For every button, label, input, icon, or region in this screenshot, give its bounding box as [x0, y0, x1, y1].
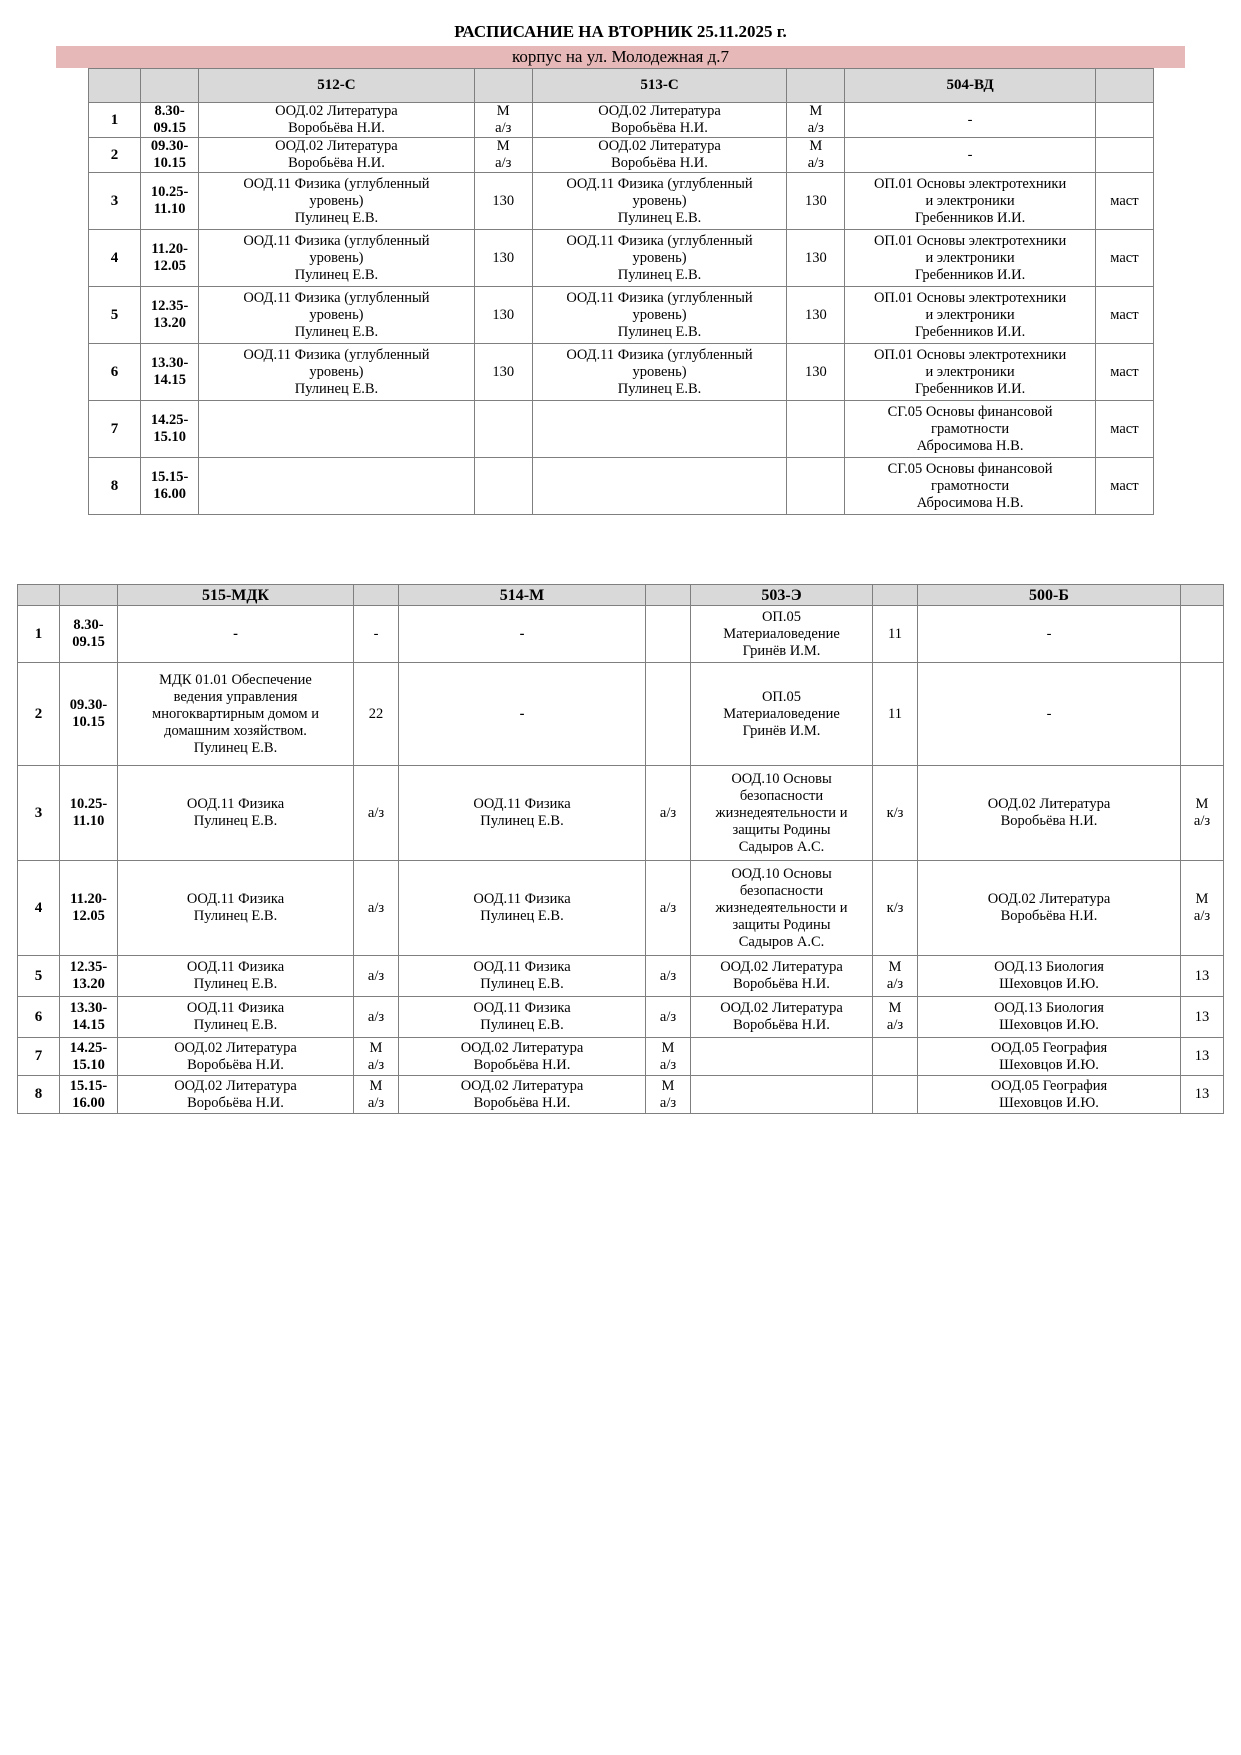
lesson-time: 8.30- 09.15: [60, 606, 118, 663]
lesson-time: 14.25- 15.10: [141, 401, 199, 458]
room-cell: а/з: [354, 766, 399, 861]
room-cell: [1181, 663, 1224, 766]
room-cell: маст: [1095, 344, 1153, 401]
subject-cell: ООД.05 География Шеховцов И.Ю.: [918, 1038, 1181, 1076]
subject-cell: МДК 01.01 Обеспечение ведения управления многоквартирным домом и домашним хозяйством. Пулинец Е.В.: [118, 663, 354, 766]
table-row: [18, 1076, 1224, 1114]
room-cell: [873, 1076, 918, 1114]
subject-cell: -: [399, 663, 646, 766]
lesson-time: 15.15- 16.00: [60, 1076, 118, 1114]
header-num: [18, 585, 60, 606]
room-cell: 130: [787, 230, 845, 287]
lesson-number: 5: [18, 956, 60, 997]
room-cell: а/з: [646, 997, 691, 1038]
subject-cell: -: [918, 606, 1181, 663]
lesson-time: 8.30- 09.15: [141, 103, 199, 138]
subject-cell: ООД.11 Физика Пулинец Е.В.: [118, 956, 354, 997]
room-cell: М а/з: [873, 956, 918, 997]
table-row: [89, 401, 1154, 458]
subject-cell: ООД.10 Основы безопасности жизнедеятельности и защиты Родины Садыров А.С.: [691, 766, 873, 861]
lesson-number: 1: [18, 606, 60, 663]
room-cell: 11: [873, 663, 918, 766]
room-cell: [646, 663, 691, 766]
room-cell: М а/з: [474, 103, 532, 138]
room-cell: к/з: [873, 861, 918, 956]
room-cell: 11: [873, 606, 918, 663]
room-cell: 22: [354, 663, 399, 766]
lesson-number: 1: [89, 103, 141, 138]
subject-cell: ОП.01 Основы электротехники и электроники Гребенников И.И.: [845, 344, 1095, 401]
room-cell: 13: [1181, 1038, 1224, 1076]
subject-cell: ООД.10 Основы безопасности жизнедеятельности и защиты Родины Садыров А.С.: [691, 861, 873, 956]
subject-cell: [199, 401, 475, 458]
subject-cell: ООД.11 Физика (углубленный уровень) Пулинец Е.В.: [199, 287, 475, 344]
lesson-number: 3: [18, 766, 60, 861]
subject-cell: ООД.11 Физика Пулинец Е.В.: [399, 861, 646, 956]
header-room: [787, 69, 845, 103]
table-header-row: [18, 585, 1224, 606]
group-header: 514-М: [399, 585, 646, 606]
table-header-row: [89, 69, 1154, 103]
header-room: [873, 585, 918, 606]
room-cell: М а/з: [787, 138, 845, 173]
table-row: [18, 956, 1224, 997]
schedule-table-1: [88, 68, 1154, 515]
room-cell: а/з: [354, 997, 399, 1038]
room-cell: 13: [1181, 1076, 1224, 1114]
lesson-number: 7: [89, 401, 141, 458]
subject-cell: ООД.11 Физика (углубленный уровень) Пулинец Е.В.: [532, 173, 786, 230]
room-cell: 13: [1181, 956, 1224, 997]
subject-cell: ООД.02 Литература Воробьёва Н.И.: [691, 956, 873, 997]
room-cell: а/з: [646, 766, 691, 861]
subject-cell: -: [918, 663, 1181, 766]
subject-cell: ОП.05 Материаловедение Гринёв И.М.: [691, 663, 873, 766]
header-room: [1181, 585, 1224, 606]
subject-cell: ООД.11 Физика Пулинец Е.В.: [118, 861, 354, 956]
table-row: [89, 287, 1154, 344]
lesson-time: 12.35- 13.20: [141, 287, 199, 344]
page-title: РАСПИСАНИЕ НА ВТОРНИК 25.11.2025 г.: [454, 22, 787, 41]
lesson-time: 11.20- 12.05: [141, 230, 199, 287]
subject-cell: -: [118, 606, 354, 663]
lesson-number: 3: [89, 173, 141, 230]
subject-cell: [691, 1076, 873, 1114]
room-cell: -: [354, 606, 399, 663]
group-header: 504-ВД: [845, 69, 1095, 103]
subject-cell: [532, 458, 786, 515]
room-cell: маст: [1095, 458, 1153, 515]
subject-cell: [199, 458, 475, 515]
subject-cell: ОП.05 Материаловедение Гринёв И.М.: [691, 606, 873, 663]
subject-cell: ООД.11 Физика Пулинец Е.В.: [399, 766, 646, 861]
subject-cell: ООД.02 Литература Воробьёва Н.И.: [199, 103, 475, 138]
header-room: [646, 585, 691, 606]
header-room: [354, 585, 399, 606]
lesson-time: 11.20- 12.05: [60, 861, 118, 956]
room-cell: маст: [1095, 230, 1153, 287]
subject-cell: ООД.11 Физика (углубленный уровень) Пулинец Е.В.: [532, 287, 786, 344]
room-cell: маст: [1095, 287, 1153, 344]
group-header: 500-Б: [918, 585, 1181, 606]
room-cell: М а/з: [1181, 861, 1224, 956]
room-cell: а/з: [354, 861, 399, 956]
table-row: [89, 344, 1154, 401]
lesson-time: 15.15- 16.00: [141, 458, 199, 515]
room-cell: 130: [474, 230, 532, 287]
room-cell: [474, 458, 532, 515]
subject-cell: -: [845, 103, 1095, 138]
subject-cell: ООД.02 Литература Воробьёва Н.И.: [691, 997, 873, 1038]
room-cell: к/з: [873, 766, 918, 861]
subject-cell: [532, 401, 786, 458]
lesson-time: 10.25- 11.10: [141, 173, 199, 230]
subject-cell: ООД.02 Литература Воробьёва Н.И.: [399, 1076, 646, 1114]
group-header: 513-С: [532, 69, 786, 103]
lesson-time: 14.25- 15.10: [60, 1038, 118, 1076]
subject-cell: ООД.02 Литература Воробьёва Н.И.: [918, 861, 1181, 956]
subject-cell: ООД.05 География Шеховцов И.Ю.: [918, 1076, 1181, 1114]
lesson-number: 7: [18, 1038, 60, 1076]
lesson-time: 10.25- 11.10: [60, 766, 118, 861]
subject-cell: ООД.02 Литература Воробьёва Н.И.: [532, 138, 786, 173]
room-cell: М а/з: [354, 1076, 399, 1114]
subject-cell: СГ.05 Основы финансовой грамотности Абросимова Н.В.: [845, 458, 1095, 515]
room-cell: 130: [474, 173, 532, 230]
room-cell: [474, 401, 532, 458]
room-cell: [1095, 138, 1153, 173]
room-cell: [787, 458, 845, 515]
lesson-number: 5: [89, 287, 141, 344]
room-cell: М а/з: [646, 1076, 691, 1114]
lesson-number: 4: [89, 230, 141, 287]
header-time: [141, 69, 199, 103]
room-cell: М а/з: [354, 1038, 399, 1076]
room-cell: М а/з: [474, 138, 532, 173]
subject-cell: ООД.02 Литература Воробьёва Н.И.: [918, 766, 1181, 861]
subject-cell: ООД.02 Литература Воробьёва Н.И.: [118, 1076, 354, 1114]
table-row: [18, 997, 1224, 1038]
schedule-table-2: [17, 584, 1224, 1114]
room-cell: 130: [474, 344, 532, 401]
header-room: [1095, 69, 1153, 103]
room-cell: М а/з: [787, 103, 845, 138]
room-cell: М а/з: [873, 997, 918, 1038]
subject-cell: ООД.11 Физика Пулинец Е.В.: [399, 997, 646, 1038]
room-cell: а/з: [354, 956, 399, 997]
lesson-number: 4: [18, 861, 60, 956]
table-row: [18, 861, 1224, 956]
group-header: 515-МДК: [118, 585, 354, 606]
subject-cell: ООД.11 Физика (углубленный уровень) Пулинец Е.В.: [532, 344, 786, 401]
room-cell: [787, 401, 845, 458]
subject-cell: ООД.11 Физика Пулинец Е.В.: [118, 766, 354, 861]
room-cell: а/з: [646, 861, 691, 956]
subject-cell: ОП.01 Основы электротехники и электроники Гребенников И.И.: [845, 230, 1095, 287]
room-cell: [646, 606, 691, 663]
subject-cell: ООД.02 Литература Воробьёва Н.И.: [199, 138, 475, 173]
table-row: [89, 173, 1154, 230]
subject-cell: ООД.11 Физика (углубленный уровень) Пулинец Е.В.: [199, 173, 475, 230]
subject-cell: ООД.11 Физика (углубленный уровень) Пулинец Е.В.: [532, 230, 786, 287]
lesson-time: 09.30- 10.15: [60, 663, 118, 766]
subject-cell: ООД.11 Физика (углубленный уровень) Пулинец Е.В.: [199, 344, 475, 401]
group-header: 503-Э: [691, 585, 873, 606]
header-time: [60, 585, 118, 606]
lesson-time: 12.35- 13.20: [60, 956, 118, 997]
subject-cell: ООД.02 Литература Воробьёва Н.И.: [399, 1038, 646, 1076]
building-band: корпус на ул. Молодежная д.7: [56, 46, 1185, 68]
lesson-number: 2: [89, 138, 141, 173]
room-cell: 130: [787, 287, 845, 344]
subject-cell: СГ.05 Основы финансовой грамотности Абросимова Н.В.: [845, 401, 1095, 458]
subject-cell: -: [845, 138, 1095, 173]
table-row: [89, 103, 1154, 138]
lesson-number: 2: [18, 663, 60, 766]
lesson-number: 8: [18, 1076, 60, 1114]
subject-cell: ООД.11 Физика (углубленный уровень) Пулинец Е.В.: [199, 230, 475, 287]
subject-cell: -: [399, 606, 646, 663]
subject-cell: ООД.13 Биология Шеховцов И.Ю.: [918, 997, 1181, 1038]
header-num: [89, 69, 141, 103]
lesson-time: 13.30- 14.15: [60, 997, 118, 1038]
room-cell: 13: [1181, 997, 1224, 1038]
lesson-time: 13.30- 14.15: [141, 344, 199, 401]
table-row: [89, 458, 1154, 515]
room-cell: 130: [787, 344, 845, 401]
subject-cell: ОП.01 Основы электротехники и электроники Гребенников И.И.: [845, 173, 1095, 230]
subject-cell: ООД.02 Литература Воробьёва Н.И.: [118, 1038, 354, 1076]
lesson-number: 6: [89, 344, 141, 401]
room-cell: 130: [474, 287, 532, 344]
room-cell: маст: [1095, 401, 1153, 458]
room-cell: [1181, 606, 1224, 663]
table-row: [18, 606, 1224, 663]
header-room: [474, 69, 532, 103]
subject-cell: [691, 1038, 873, 1076]
subject-cell: ООД.11 Физика Пулинец Е.В.: [399, 956, 646, 997]
room-cell: маст: [1095, 173, 1153, 230]
room-cell: М а/з: [1181, 766, 1224, 861]
room-cell: [1095, 103, 1153, 138]
table-row: [89, 138, 1154, 173]
room-cell: 130: [787, 173, 845, 230]
table-row: [18, 1038, 1224, 1076]
table-row: [89, 230, 1154, 287]
room-cell: М а/з: [646, 1038, 691, 1076]
lesson-number: 6: [18, 997, 60, 1038]
table-row: [18, 766, 1224, 861]
subject-cell: ООД.13 Биология Шеховцов И.Ю.: [918, 956, 1181, 997]
subject-cell: ООД.11 Физика Пулинец Е.В.: [118, 997, 354, 1038]
lesson-number: 8: [89, 458, 141, 515]
lesson-time: 09.30- 10.15: [141, 138, 199, 173]
subject-cell: ООД.02 Литература Воробьёва Н.И.: [532, 103, 786, 138]
subject-cell: ОП.01 Основы электротехники и электроники Гребенников И.И.: [845, 287, 1095, 344]
group-header: 512-С: [199, 69, 475, 103]
table-row: [18, 663, 1224, 766]
room-cell: а/з: [646, 956, 691, 997]
room-cell: [873, 1038, 918, 1076]
